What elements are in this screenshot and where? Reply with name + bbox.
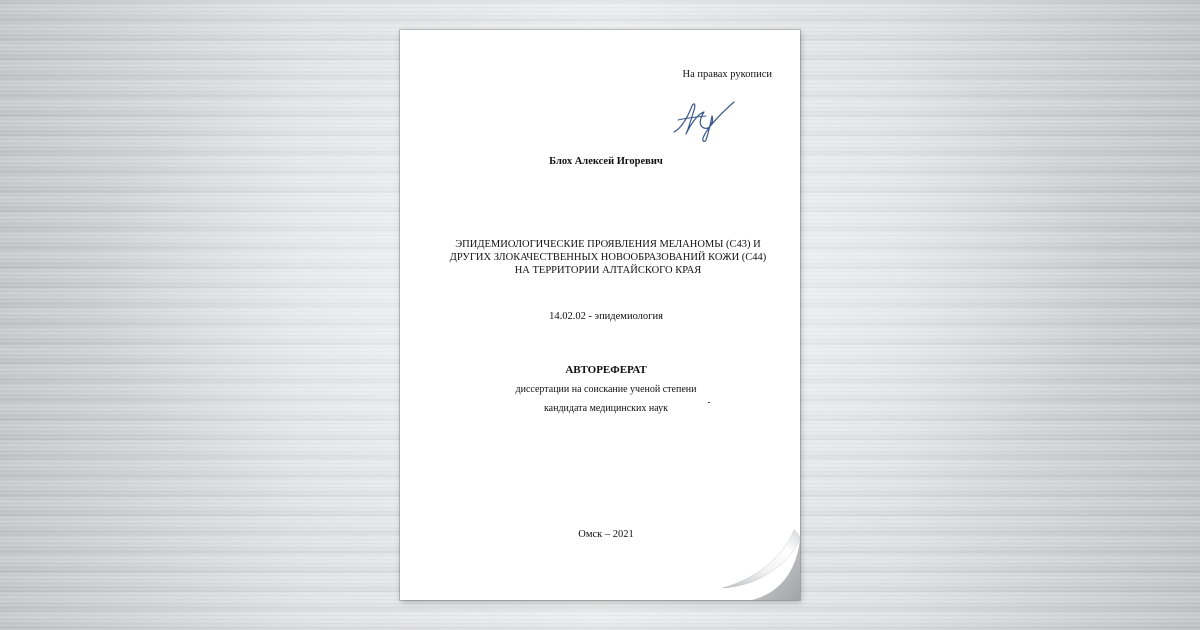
author-name: Блох Алексей Игоревич	[549, 156, 663, 167]
document-type: АВТОРЕФЕРАТ	[565, 364, 647, 376]
specialty-code: 14.02.02 - эпидемиология	[549, 311, 663, 322]
title-line: НА ТЕРРИТОРИИ АЛТАЙСКОГО КРАЯ	[514, 265, 702, 276]
page-curl-icon	[722, 500, 800, 600]
degree-line: диссертации на соискание ученой степени	[515, 384, 697, 395]
speck	[708, 402, 710, 403]
document-page	[400, 30, 800, 600]
signature-icon	[668, 92, 740, 144]
title-line: ЭПИДЕМИОЛОГИЧЕСКИЕ ПРОЯВЛЕНИЯ МЕЛАНОМЫ (С43) И	[455, 239, 761, 250]
title-line: ДРУГИХ ЗЛОКАЧЕСТВЕННЫХ НОВООБРАЗОВАНИЙ КОЖИ (С44)	[449, 252, 767, 263]
dissertation-title	[400, 238, 800, 277]
city-year: Омск – 2021	[578, 529, 634, 540]
degree-name: кандидата медицинских наук	[543, 403, 669, 414]
rights-notice: На правах рукописи	[682, 69, 772, 80]
